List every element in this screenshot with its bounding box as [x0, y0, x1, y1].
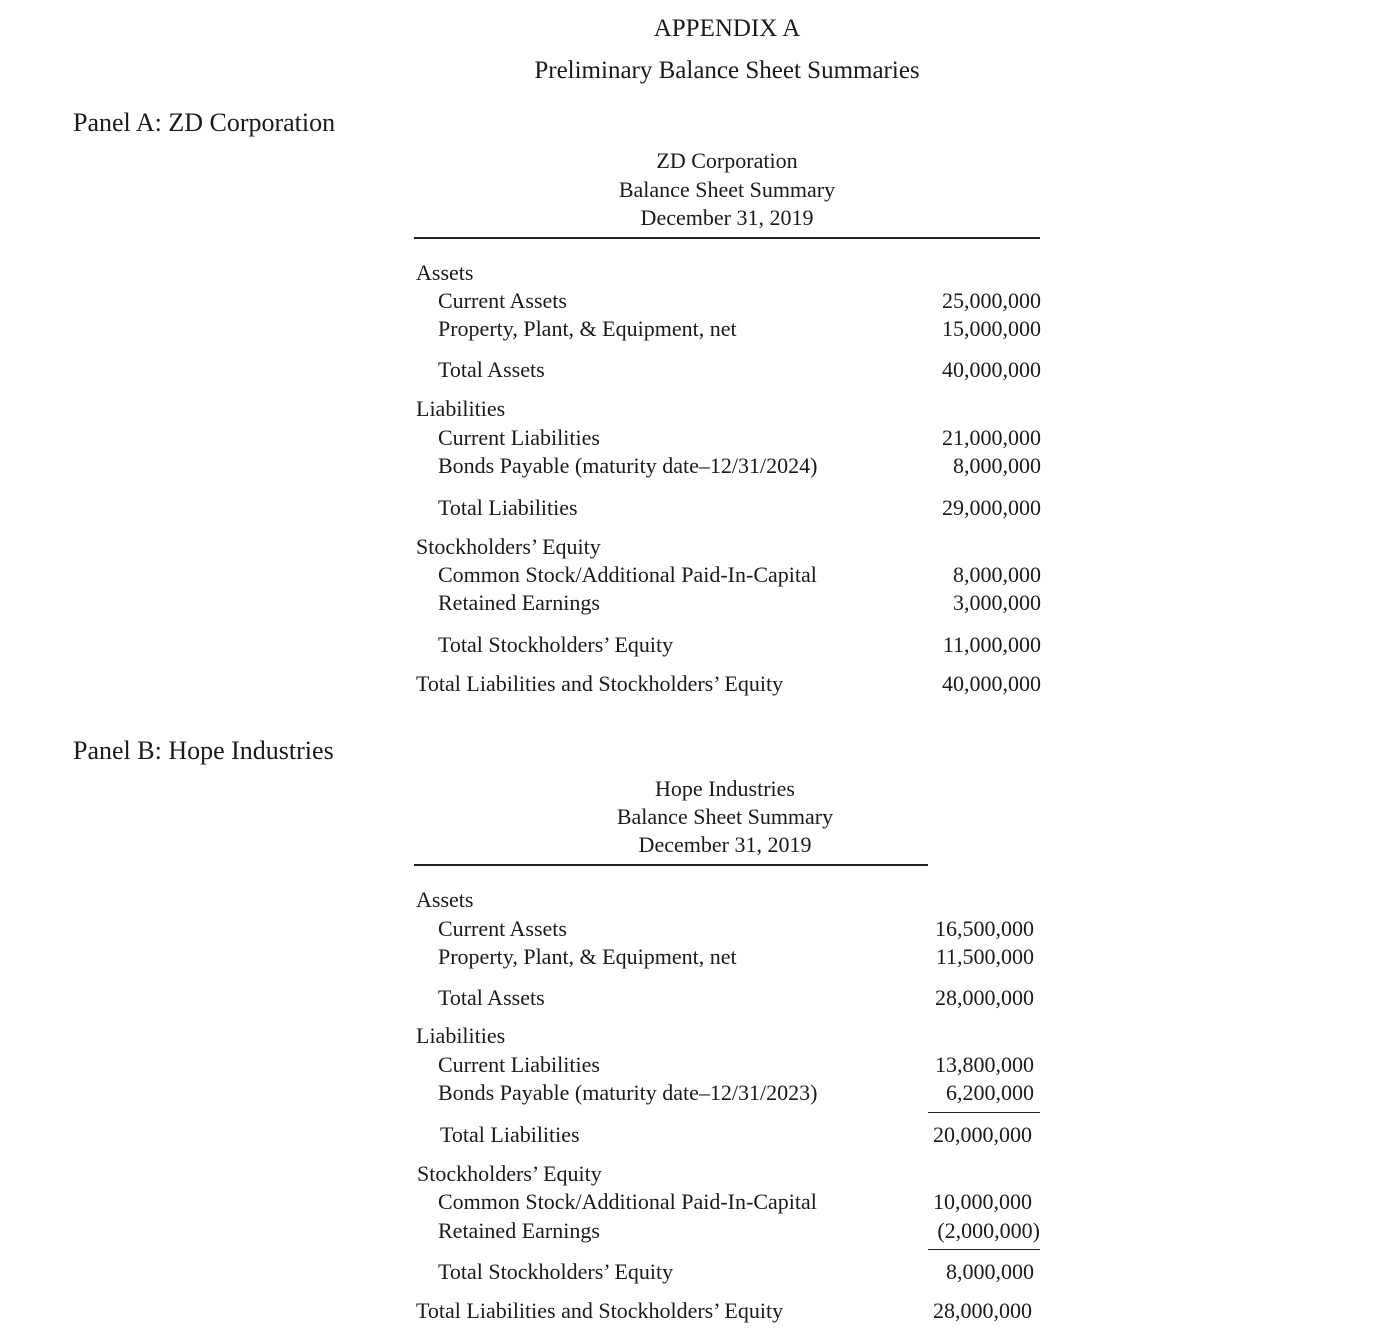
panel-a-total-le-label: Total Liabilities and Stockholders’ Equity	[416, 671, 784, 696]
panel-a-retained-earnings-label: Retained Earnings	[438, 590, 600, 615]
panel-b-total-assets-value: 28,000,000	[935, 985, 1034, 1010]
panel-a-total-equity-label: Total Stockholders’ Equity	[438, 632, 674, 657]
panel-b-liabilities-subtotal-rule	[928, 1112, 1040, 1113]
panel-b-company: Hope Industries	[655, 776, 795, 801]
panel-b-ppe-label: Property, Plant, & Equipment, net	[438, 944, 737, 969]
panel-b-retained-earnings-value: (2,000,000)	[937, 1218, 1040, 1243]
panel-b-total-liabilities-label: Total Liabilities	[440, 1122, 580, 1147]
panel-a-common-stock-label: Common Stock/Additional Paid-In-Capital	[438, 562, 817, 587]
panel-a-current-liabilities-value: 21,000,000	[942, 425, 1041, 450]
panel-b-current-assets-label: Current Assets	[438, 916, 567, 941]
panel-a-total-equity-value: 11,000,000	[942, 632, 1041, 657]
panel-a-total-liabilities-label: Total Liabilities	[438, 495, 578, 520]
panel-b-common-stock-label: Common Stock/Additional Paid-In-Capital	[438, 1189, 817, 1214]
panel-a-bonds-value: 8,000,000	[953, 453, 1041, 478]
panel-b-equity-heading: Stockholders’ Equity	[417, 1161, 602, 1186]
panel-a-statement: Balance Sheet Summary	[618, 177, 836, 202]
panel-a-current-assets-value: 25,000,000	[942, 288, 1041, 313]
panel-b-common-stock-value: 10,000,000	[933, 1189, 1032, 1214]
panel-a-date: December 31, 2019	[640, 205, 814, 230]
panel-b-total-equity-label: Total Stockholders’ Equity	[438, 1259, 674, 1284]
panel-b-current-liabilities-value: 13,800,000	[935, 1052, 1034, 1077]
panel-b-equity-subtotal-rule	[928, 1249, 1040, 1250]
panel-b-total-le-value: 28,000,000	[933, 1298, 1032, 1323]
panel-a-ppe-label: Property, Plant, & Equipment, net	[438, 316, 737, 341]
panel-a-current-liabilities-label: Current Liabilities	[438, 425, 600, 450]
panel-b-ppe-value: 11,500,000	[935, 944, 1034, 969]
panel-b-statement: Balance Sheet Summary	[616, 804, 834, 829]
panel-a-retained-earnings-value: 3,000,000	[953, 590, 1041, 615]
panel-b-date: December 31, 2019	[638, 832, 812, 857]
panel-b-current-liabilities-label: Current Liabilities	[438, 1052, 600, 1077]
panel-b-retained-earnings-label: Retained Earnings	[438, 1218, 600, 1243]
appendix-title: APPENDIX A	[653, 15, 801, 42]
panel-a-bonds-label: Bonds Payable (maturity date–12/31/2024)	[438, 453, 818, 478]
panel-a-equity-heading: Stockholders’ Equity	[416, 534, 601, 559]
panel-b-bonds-value: 6,200,000	[946, 1080, 1034, 1105]
panel-a-liabilities-heading: Liabilities	[416, 396, 506, 421]
panel-b-liabilities-heading: Liabilities	[416, 1023, 506, 1048]
panel-a-total-le-value: 40,000,000	[942, 671, 1041, 696]
panel-a-company: ZD Corporation	[656, 148, 798, 173]
panel-b-total-assets-label: Total Assets	[438, 985, 545, 1010]
panel-b-total-le-label: Total Liabilities and Stockholders’ Equity	[416, 1298, 784, 1323]
panel-b-header-rule	[414, 864, 928, 866]
panel-b-bonds-label: Bonds Payable (maturity date–12/31/2023)	[438, 1080, 818, 1105]
panel-b-total-liabilities-value: 20,000,000	[933, 1122, 1032, 1147]
panel-b-total-equity-value: 8,000,000	[946, 1259, 1034, 1284]
panel-b-current-assets-value: 16,500,000	[935, 916, 1034, 941]
panel-b-assets-heading: Assets	[416, 887, 474, 912]
panel-a-total-assets-value: 40,000,000	[942, 357, 1041, 382]
document-subtitle: Preliminary Balance Sheet Summaries	[534, 57, 920, 84]
panel-a-label: Panel A: ZD Corporation	[73, 108, 336, 137]
panel-a-current-assets-label: Current Assets	[438, 288, 567, 313]
panel-a-assets-heading: Assets	[416, 260, 474, 285]
panel-a-total-liabilities-value: 29,000,000	[942, 495, 1041, 520]
panel-a-header-rule	[414, 237, 1040, 239]
panel-a-total-assets-label: Total Assets	[438, 357, 545, 382]
panel-a-ppe-value: 15,000,000	[942, 316, 1041, 341]
panel-a-common-stock-value: 8,000,000	[953, 562, 1041, 587]
panel-b-label: Panel B: Hope Industries	[73, 736, 334, 765]
